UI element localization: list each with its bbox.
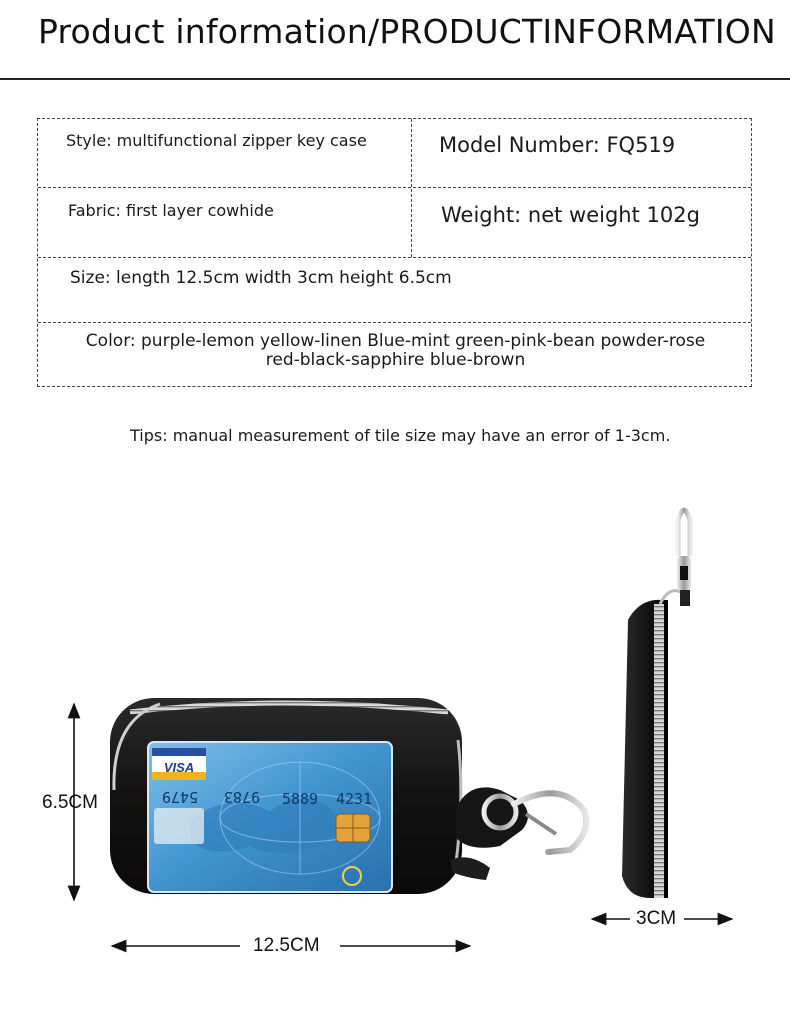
spec-weight: Weight: net weight 102g	[441, 203, 700, 227]
spec-color-line2: red-black-sapphire blue-brown	[265, 350, 526, 370]
card-number-group: 4231	[335, 790, 373, 808]
spec-color-line1: Color: purple-lemon yellow-linen Blue-mint green-pink-bean powder-rose	[85, 331, 706, 351]
page-title: Product information/PRODUCTINFORMATION	[38, 12, 776, 51]
spec-size: Size: length 12.5cm width 3cm height 6.5cm	[70, 268, 452, 288]
card-number-group: 5889	[281, 790, 319, 808]
card-brand: VISA	[163, 760, 195, 775]
spec-model: Model Number: FQ519	[439, 133, 676, 157]
spec-fabric: Fabric: first layer cowhide	[68, 201, 274, 220]
measurement-tips: Tips: manual measurement of tile size may have an error of 1-3cm.	[130, 426, 671, 445]
key-case-side-view	[622, 510, 691, 898]
length-label: 12.5CM	[253, 935, 320, 956]
card-number-group: 9783	[223, 788, 261, 806]
height-label: 6.5CM	[42, 792, 98, 813]
spec-style: Style: multifunctional zipper key case	[66, 131, 367, 150]
depth-label: 3CM	[636, 908, 677, 929]
card-number-group: 5479	[161, 788, 199, 806]
